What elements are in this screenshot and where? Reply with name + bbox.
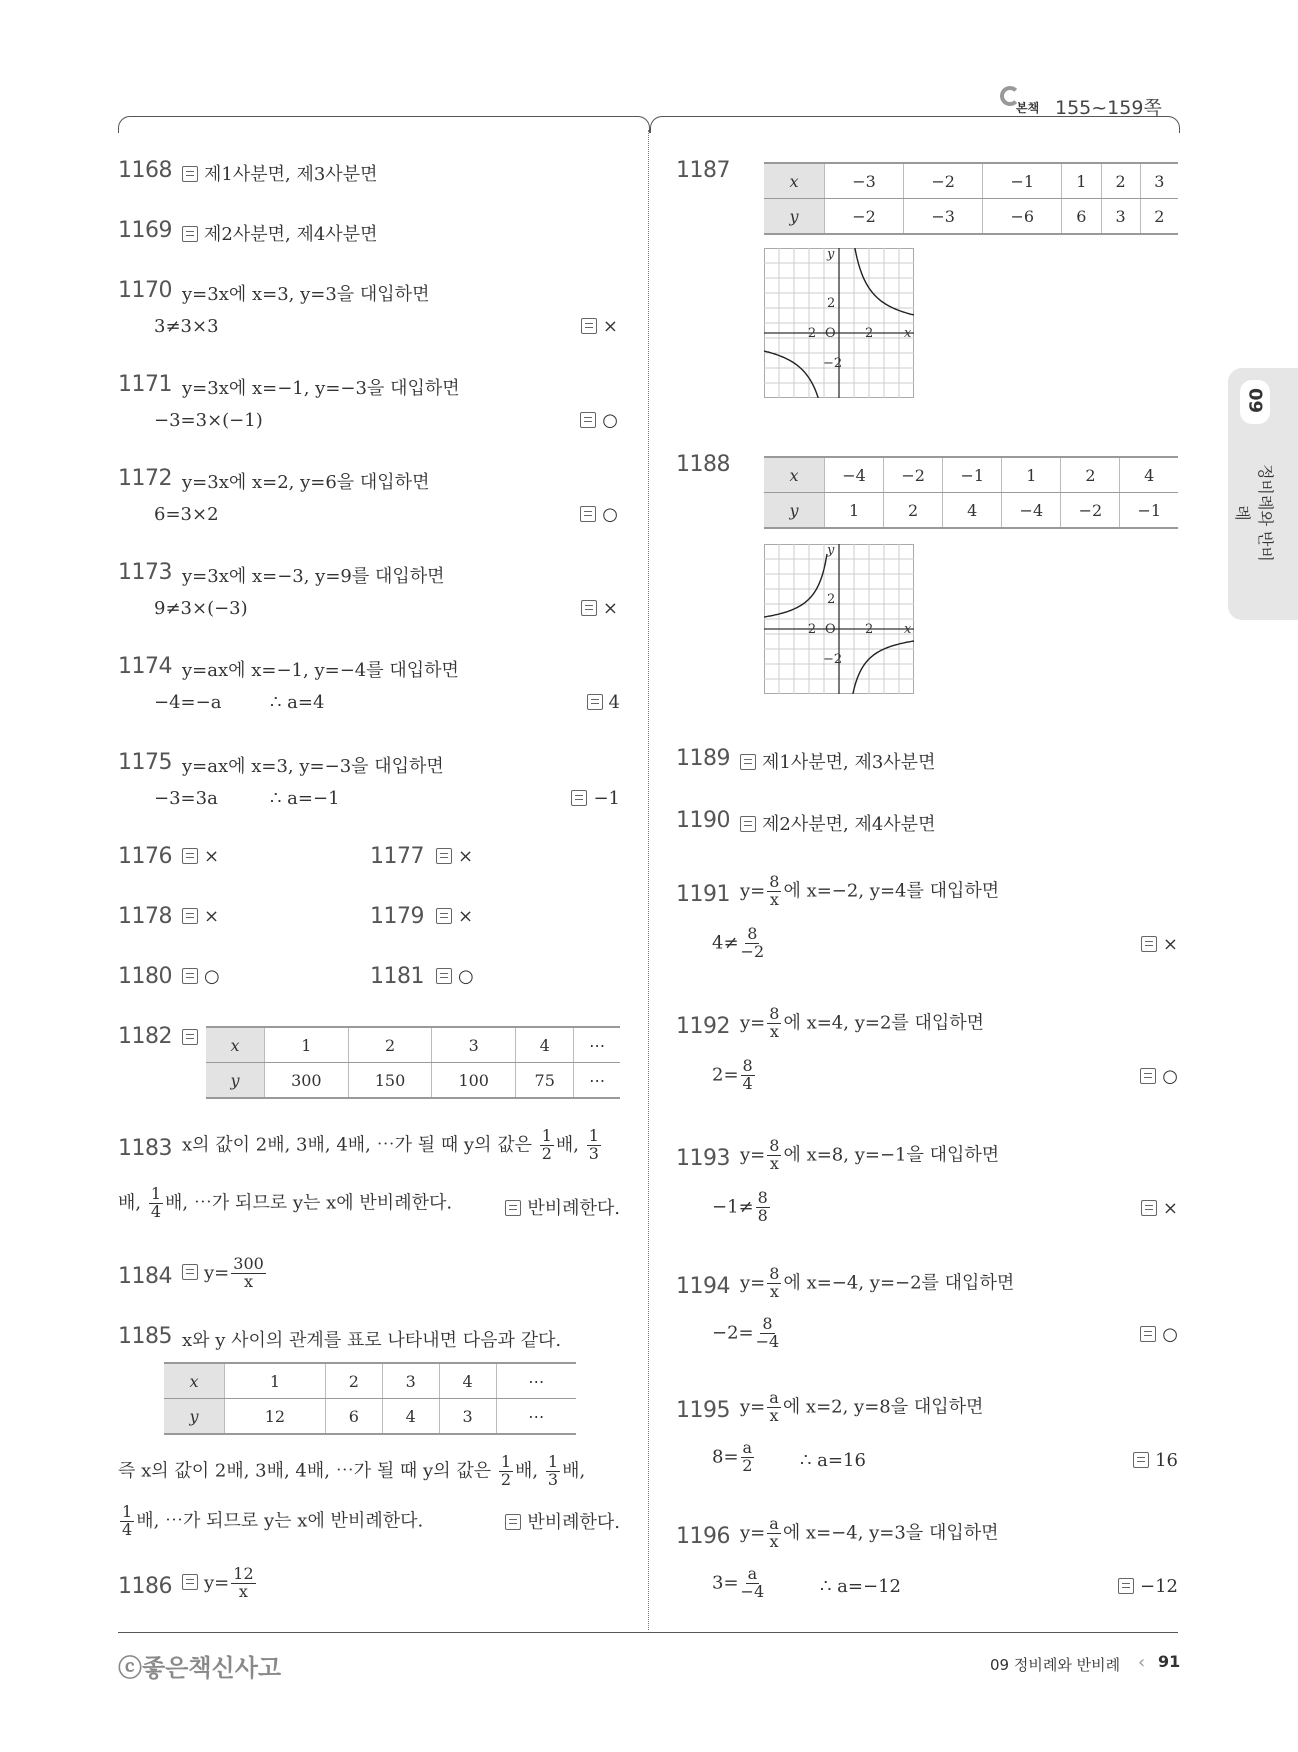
answer: × [581, 316, 618, 337]
solution-line: 6=3×2 [154, 504, 219, 525]
table-cell: 1 [265, 1027, 349, 1063]
table-cell: −2 [1061, 493, 1120, 529]
value-table [206, 1026, 620, 1099]
answer: 반비례한다. [505, 1194, 620, 1220]
problem-number: 1181 [370, 964, 424, 989]
table-cell: ⋯ [496, 1363, 576, 1399]
problem-number: 1169 [118, 218, 172, 243]
problem-number: 1186 [118, 1574, 172, 1599]
answer: × [436, 846, 473, 867]
answer: 반비례한다. [505, 1508, 620, 1534]
table-cell: y [164, 1399, 225, 1435]
solution-line: −1≠ $\frac{8}{8}$ [712, 1188, 768, 1225]
table-cell: 2 [1061, 457, 1120, 493]
answer: −12 [1118, 1576, 1178, 1597]
answer: −1 [571, 788, 620, 809]
answer: y= $\frac{300}{x}$ [182, 1256, 268, 1291]
solution-line: −3=3a [154, 788, 218, 809]
tick-label: −2 [797, 622, 817, 637]
solution-line: y= $\frac{8}{x}$ 에 x=−4, y=−2를 대입하면 [740, 1264, 1015, 1301]
solution-line: y= $\frac{8}{x}$ 에 x=−2, y=4를 대입하면 [740, 872, 1000, 909]
answer-icon [182, 226, 198, 242]
tick-label: −2 [823, 356, 843, 371]
table-cell: 75 [516, 1063, 574, 1099]
table-cell: −1 [983, 163, 1062, 199]
answer-icon [182, 1264, 198, 1280]
table-cell: 4 [943, 493, 1002, 529]
graph-1187 [764, 248, 914, 398]
fraction: $\frac{8}{x}$ [769, 872, 780, 909]
tick-label: 2 [827, 592, 836, 607]
problem-number: 1188 [676, 452, 730, 477]
solution-line: y= $\frac{8}{x}$ 에 x=8, y=−1을 대입하면 [740, 1136, 1000, 1173]
chapter-side-title: 정비례와 반비례 [1233, 464, 1275, 562]
answer-icon [1140, 1068, 1156, 1084]
table-cell: 100 [432, 1063, 516, 1099]
table-row-y [206, 1063, 620, 1099]
value-table [764, 456, 1178, 529]
tick-label: 2 [865, 326, 874, 341]
table-cell: x [206, 1027, 265, 1063]
answer-icon [182, 1574, 198, 1590]
table-cell: 4 [516, 1027, 574, 1063]
table-cell: 3 [432, 1027, 516, 1063]
answer-icon [182, 968, 198, 984]
fraction: $\frac{8}{4}$ [742, 1056, 753, 1093]
fraction: $\frac{a}{x}$ [769, 1514, 779, 1551]
fraction: $\frac{8}{x}$ [769, 1136, 780, 1173]
fraction: $\frac{8}{-4}$ [755, 1314, 780, 1351]
table-cell: 2 [325, 1363, 382, 1399]
solution-line: x의 값이 2배, 3배, 4배, ⋯가 될 때 y의 값은 $\frac{1}{2}$ 배, $\frac{1}{3}$ [182, 1126, 599, 1163]
problem-number: 1194 [676, 1274, 730, 1299]
fraction: $\frac{8}{x}$ [769, 1004, 780, 1041]
value-table [764, 162, 1178, 235]
answer-icon [505, 1200, 521, 1216]
tick-label: −2 [823, 652, 843, 667]
tick-label: −2 [797, 326, 817, 341]
fraction: $\frac{1}{4}$ [122, 1502, 133, 1539]
answer-icon [1133, 1452, 1149, 1468]
solution-line: y=ax에 x=3, y=−3을 대입하면 [182, 756, 444, 777]
table-cell: 1 [825, 493, 884, 529]
problem-number: 1190 [676, 808, 730, 833]
solution-line: y=ax에 x=−1, y=−4를 대입하면 [182, 660, 459, 681]
fraction: $\frac{1}{2}$ [500, 1452, 512, 1489]
solution-line: y= $\frac{a}{x}$ 에 x=−4, y=3을 대입하면 [740, 1514, 999, 1551]
table-cell: −3 [904, 199, 983, 235]
solution-line: y=3x에 x=3, y=3을 대입하면 [182, 284, 430, 305]
table-cell: x [164, 1363, 225, 1399]
answer: 제1사분면, 제3사분면 [740, 748, 935, 774]
table-cell: 3 [1101, 199, 1140, 235]
answer: × [1141, 1198, 1178, 1219]
axis-label: x [904, 326, 912, 341]
fraction: $\frac{a}{2}$ [742, 1438, 753, 1475]
answer: ○ [182, 966, 220, 987]
header-page-range: 155~159쪽 [1055, 97, 1162, 119]
solution-conclusion: ∴ a=−1 [270, 788, 340, 809]
table-cell: x [764, 457, 825, 493]
solution-line: 8= $\frac{a}{2}$ [712, 1438, 753, 1475]
axis-label: y [827, 544, 835, 558]
solution-line: y=3x에 x=−3, y=9를 대입하면 [182, 566, 445, 587]
problem-number: 1171 [118, 372, 172, 397]
fraction: $\frac{8}{x}$ [769, 1264, 780, 1301]
answer: × [1141, 934, 1178, 955]
table-cell: 6 [1062, 199, 1101, 235]
table-cell: ⋯ [496, 1399, 576, 1435]
axis-label: y [827, 248, 835, 262]
table-cell: 150 [348, 1063, 432, 1099]
table-cell: −4 [825, 457, 884, 493]
table-row-y [764, 493, 1178, 529]
tick-label: O [825, 622, 836, 637]
value-table [164, 1362, 576, 1435]
solution-line: 3= $\frac{a}{-4}$ [712, 1564, 765, 1601]
answer-icon [1141, 1200, 1157, 1216]
answer-icon [436, 968, 452, 984]
answer-icon [436, 908, 452, 924]
table-cell: 1 [225, 1363, 326, 1399]
fraction: $\frac{1}{3}$ [547, 1452, 559, 1489]
table-cell: 4 [439, 1363, 496, 1399]
frame-right-top [650, 116, 1180, 133]
table-cell: −1 [943, 457, 1002, 493]
answer: 제2사분면, 제4사분면 [182, 220, 377, 246]
problem-number: 1176 [118, 844, 172, 869]
answer: 제1사분면, 제3사분면 [182, 160, 377, 186]
problem-number: 1174 [118, 654, 172, 679]
table-cell: −2 [904, 163, 983, 199]
fraction: $\frac{8}{-2}$ [740, 924, 765, 961]
solution-line: 2= $\frac{8}{4}$ [712, 1056, 753, 1093]
answer-icon [580, 412, 596, 428]
table-cell: y [206, 1063, 265, 1099]
column-divider [648, 130, 649, 1630]
table-cell: y [764, 199, 825, 235]
answer: × [436, 906, 473, 927]
answer: × [581, 598, 618, 619]
problem-number: 1192 [676, 1014, 730, 1039]
table-row-x [206, 1027, 620, 1063]
table-cell: 4 [1120, 457, 1178, 493]
answer-icon [436, 848, 452, 864]
table-cell: ⋯ [574, 1027, 620, 1063]
table-cell: 2 [1101, 163, 1140, 199]
table-cell: 2 [1140, 199, 1178, 235]
answer-icon [1140, 1326, 1156, 1342]
answer-icon [505, 1514, 521, 1530]
table-cell: −3 [825, 163, 904, 199]
problem-number: 1193 [676, 1146, 730, 1171]
answer: ○ [580, 410, 618, 431]
table-cell: 6 [325, 1399, 382, 1435]
table-cell: 12 [225, 1399, 326, 1435]
solution-line: 9≠3×(−3) [154, 598, 248, 619]
table-row-x [764, 457, 1178, 493]
solution-conclusion: ∴ a=4 [270, 692, 325, 713]
problem-number: 1179 [370, 904, 424, 929]
answer: ○ [1140, 1066, 1178, 1087]
problem-number: 1195 [676, 1398, 730, 1423]
solution-line: 즉 x의 값이 2배, 3배, 4배, ⋯가 될 때 y의 값은 $\frac{1}{2}$ 배, $\frac{1}{3}$ 배, [118, 1452, 586, 1489]
publisher-logo: ⓒ좋은책신사고 [118, 1654, 282, 1682]
header-book-label: 본책 [1016, 101, 1040, 115]
chevron-left-icon: ‹ [1138, 1652, 1146, 1673]
footer-chapter: 09 정비례와 반비례 [990, 1656, 1121, 1674]
table-row-x [164, 1363, 576, 1399]
answer: y= $\frac{12}{x}$ [182, 1566, 258, 1601]
frame-left-top [118, 116, 650, 133]
chapter-number: 09 [1244, 387, 1266, 414]
answer: ○ [436, 966, 474, 987]
answer-icon [580, 506, 596, 522]
table-row-y [764, 199, 1178, 235]
problem-number: 1184 [118, 1264, 172, 1289]
problem-number: 1183 [118, 1136, 172, 1161]
answer: × [182, 846, 219, 867]
fraction: $\frac{300}{x}$ [233, 1254, 264, 1291]
page-number: 91 [1158, 1652, 1181, 1671]
fraction: $\frac{12}{x}$ [233, 1564, 254, 1601]
table-cell: 300 [265, 1063, 349, 1099]
fraction: $\frac{8}{8}$ [757, 1188, 768, 1225]
fraction: $\frac{1}{3}$ [588, 1126, 599, 1163]
answer-icon [571, 790, 587, 806]
problem-number: 1191 [676, 882, 730, 907]
answer-icon [740, 754, 756, 770]
hyperbola-branch [764, 351, 820, 398]
table-cell: 2 [884, 493, 943, 529]
solution-line: y= $\frac{a}{x}$ 에 x=2, y=8을 대입하면 [740, 1388, 984, 1425]
answer-icon [182, 1029, 198, 1045]
answer-icon [182, 166, 198, 182]
fraction: $\frac{1}{2}$ [541, 1126, 552, 1163]
table-cell: −1 [1120, 493, 1178, 529]
solution-line: 4≠ $\frac{8}{-2}$ [712, 924, 765, 961]
table-cell: 4 [382, 1399, 439, 1435]
graph-1188 [764, 544, 914, 694]
solution-line: −3=3×(−1) [154, 410, 263, 431]
solution-line: 3≠3×3 [154, 316, 219, 337]
table-cell: −2 [825, 199, 904, 235]
tick-label: 2 [827, 296, 836, 311]
solution-conclusion: ∴ a=−12 [820, 1576, 901, 1597]
problem-number: 1189 [676, 746, 730, 771]
problem-number: 1177 [370, 844, 424, 869]
fraction: $\frac{a}{x}$ [769, 1388, 779, 1425]
answer-icon [581, 600, 597, 616]
answer: ○ [1140, 1324, 1178, 1345]
table-cell: 1 [1062, 163, 1101, 199]
problem-number: 1180 [118, 964, 172, 989]
answer: 제2사분면, 제4사분면 [740, 810, 935, 836]
footer-rule [118, 1632, 1178, 1633]
table-cell: −6 [983, 199, 1062, 235]
answer: 4 [587, 692, 620, 713]
fraction: $\frac{a}{-4}$ [740, 1564, 765, 1601]
problem-number: 1173 [118, 560, 172, 585]
answer: × [182, 906, 219, 927]
solution-line: y= $\frac{8}{x}$ 에 x=4, y=2를 대입하면 [740, 1004, 985, 1041]
table-cell: ⋯ [574, 1063, 620, 1099]
problem-number: 1185 [118, 1324, 172, 1349]
table-cell: x [764, 163, 825, 199]
table-cell: 1 [1002, 457, 1061, 493]
solution-line: x와 y 사이의 관계를 표로 나타내면 다음과 같다. [182, 1330, 562, 1351]
solution-conclusion: ∴ a=16 [800, 1450, 866, 1471]
answer-icon [1141, 936, 1157, 952]
tick-label: 2 [865, 622, 874, 637]
tick-label: O [825, 326, 836, 341]
problem-number: 1175 [118, 750, 172, 775]
table-cell: −4 [1002, 493, 1061, 529]
problem-number: 1172 [118, 466, 172, 491]
table-row-y [164, 1399, 576, 1435]
solution-line: y=3x에 x=2, y=6을 대입하면 [182, 472, 430, 493]
problem-number: 1168 [118, 158, 172, 183]
table-cell: y [764, 493, 825, 529]
table-row-x [764, 163, 1178, 199]
solution-line: −2= $\frac{8}{-4}$ [712, 1314, 780, 1351]
table-cell: 3 [1140, 163, 1178, 199]
answer: 16 [1133, 1450, 1178, 1471]
problem-number: 1170 [118, 278, 172, 303]
table-cell: −2 [884, 457, 943, 493]
problem-number: 1187 [676, 158, 730, 183]
answer-icon [587, 694, 603, 710]
problem-number: 1182 [118, 1024, 172, 1049]
problem-number: 1178 [118, 904, 172, 929]
solution-line: 배, $\frac{1}{4}$ 배, ⋯가 되므로 y는 x에 반비례한다. [118, 1184, 453, 1221]
answer-icon [581, 318, 597, 334]
answer: ○ [580, 504, 618, 525]
answer-icon [1118, 1578, 1134, 1594]
table-cell: 2 [348, 1027, 432, 1063]
answer-icon [182, 908, 198, 924]
table-cell: 3 [439, 1399, 496, 1435]
table-cell: 3 [382, 1363, 439, 1399]
problem-number: 1196 [676, 1524, 730, 1549]
answer-icon [182, 848, 198, 864]
solution-line: −4=−a [154, 692, 222, 713]
axis-label: x [904, 622, 912, 637]
solution-line: y=3x에 x=−1, y=−3을 대입하면 [182, 378, 460, 399]
fraction: $\frac{1}{4}$ [150, 1184, 162, 1221]
answer-icon [740, 816, 756, 832]
solution-line: $\frac{1}{4}$ 배, ⋯가 되므로 y는 x에 반비례한다. [122, 1502, 424, 1539]
hyperbola-branch [764, 554, 827, 617]
